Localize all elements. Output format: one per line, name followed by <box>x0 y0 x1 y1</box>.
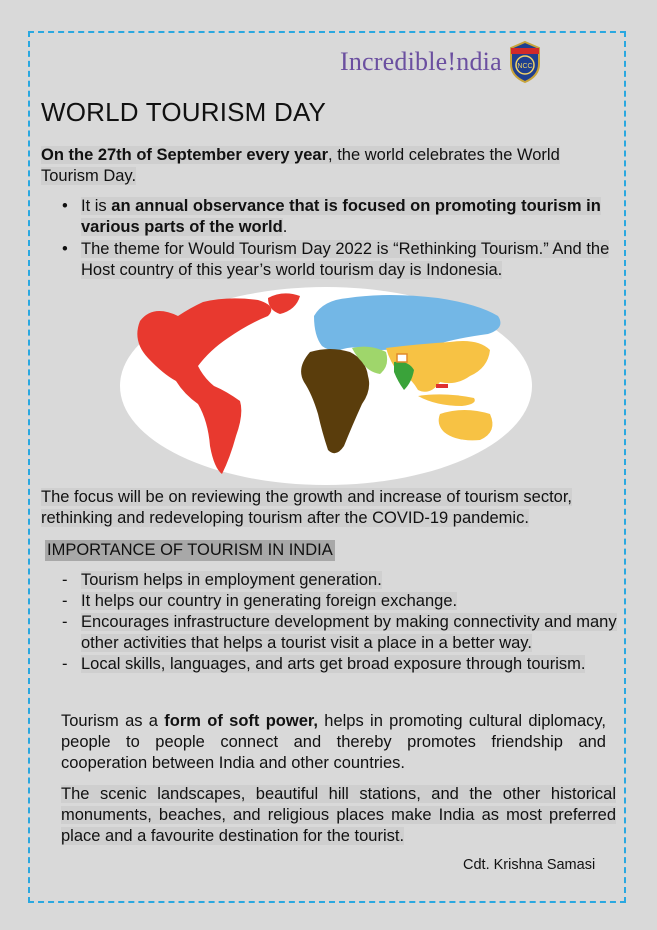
india-flag-icon <box>397 354 407 362</box>
importance-item <box>60 591 620 612</box>
ncc-badge-text: NCC <box>517 63 533 70</box>
soft-power-bold: form of soft power, <box>164 712 318 730</box>
importance-heading: IMPORTANCE OF TOURISM IN INDIA <box>47 541 333 559</box>
soft-power-post: helps in promoting cultural diplomacy, people to people connect and thereby promotes friendship and cooperation between India and other countries. <box>61 712 606 772</box>
incredible-india-logo <box>340 40 542 84</box>
bullet-text: It is <box>81 197 112 215</box>
importance-item <box>60 654 620 675</box>
bullet-list <box>60 196 620 282</box>
importance-text: Tourism helps in employment generation. <box>81 571 382 589</box>
scenic-paragraph <box>61 784 616 847</box>
page-title: WORLD TOURISM DAY <box>41 97 327 127</box>
bullet-text: The theme for Would Tourism Day 2022 is “Rethinking Tourism.” And the Host country of this year’s world tourism day is Indonesia. <box>81 240 610 279</box>
bullet-post: . <box>282 218 288 236</box>
scenic-text: The scenic landscapes, beautiful hill stations, and the other historical monuments, beaches, and religious places make India as most preferred place and a favourite destination for the tourist. <box>61 785 616 845</box>
ncc-badge-icon <box>508 40 542 84</box>
soft-power-paragraph <box>61 711 606 774</box>
focus-paragraph <box>41 487 631 529</box>
focus-text: The focus will be on reviewing the growth and increase of tourism sector, rethinking and redeveloping tourism after the COVID-19 pandemic. <box>41 488 573 527</box>
soft-power-pre: Tourism as a <box>61 712 165 730</box>
intro-bold: On the 27th of September every year <box>41 146 329 164</box>
bullet-item <box>60 239 620 281</box>
importance-text: It helps our country in generating foreign exchange. <box>81 592 458 610</box>
importance-text: Encourages infrastructure development by making connectivity and many other activities that helps a tourist visit a place in a better way. <box>81 613 617 652</box>
importance-item <box>60 570 620 591</box>
importance-item <box>60 612 620 654</box>
signature: Cdt. Krishna Samasi <box>463 857 596 873</box>
world-map-image <box>118 286 534 486</box>
intro-rest: , the world celebrates the World Tourism Day. <box>41 146 560 185</box>
logo-text: Incredible!ndia <box>340 47 502 76</box>
bullet-item <box>60 196 620 238</box>
intro-paragraph <box>41 145 621 187</box>
importance-list <box>60 570 620 675</box>
bullet-bold: an annual observance that is focused on promoting tourism in various parts of the world <box>81 197 601 236</box>
importance-text: Local skills, languages, and arts get broad exposure through tourism. <box>81 655 586 673</box>
